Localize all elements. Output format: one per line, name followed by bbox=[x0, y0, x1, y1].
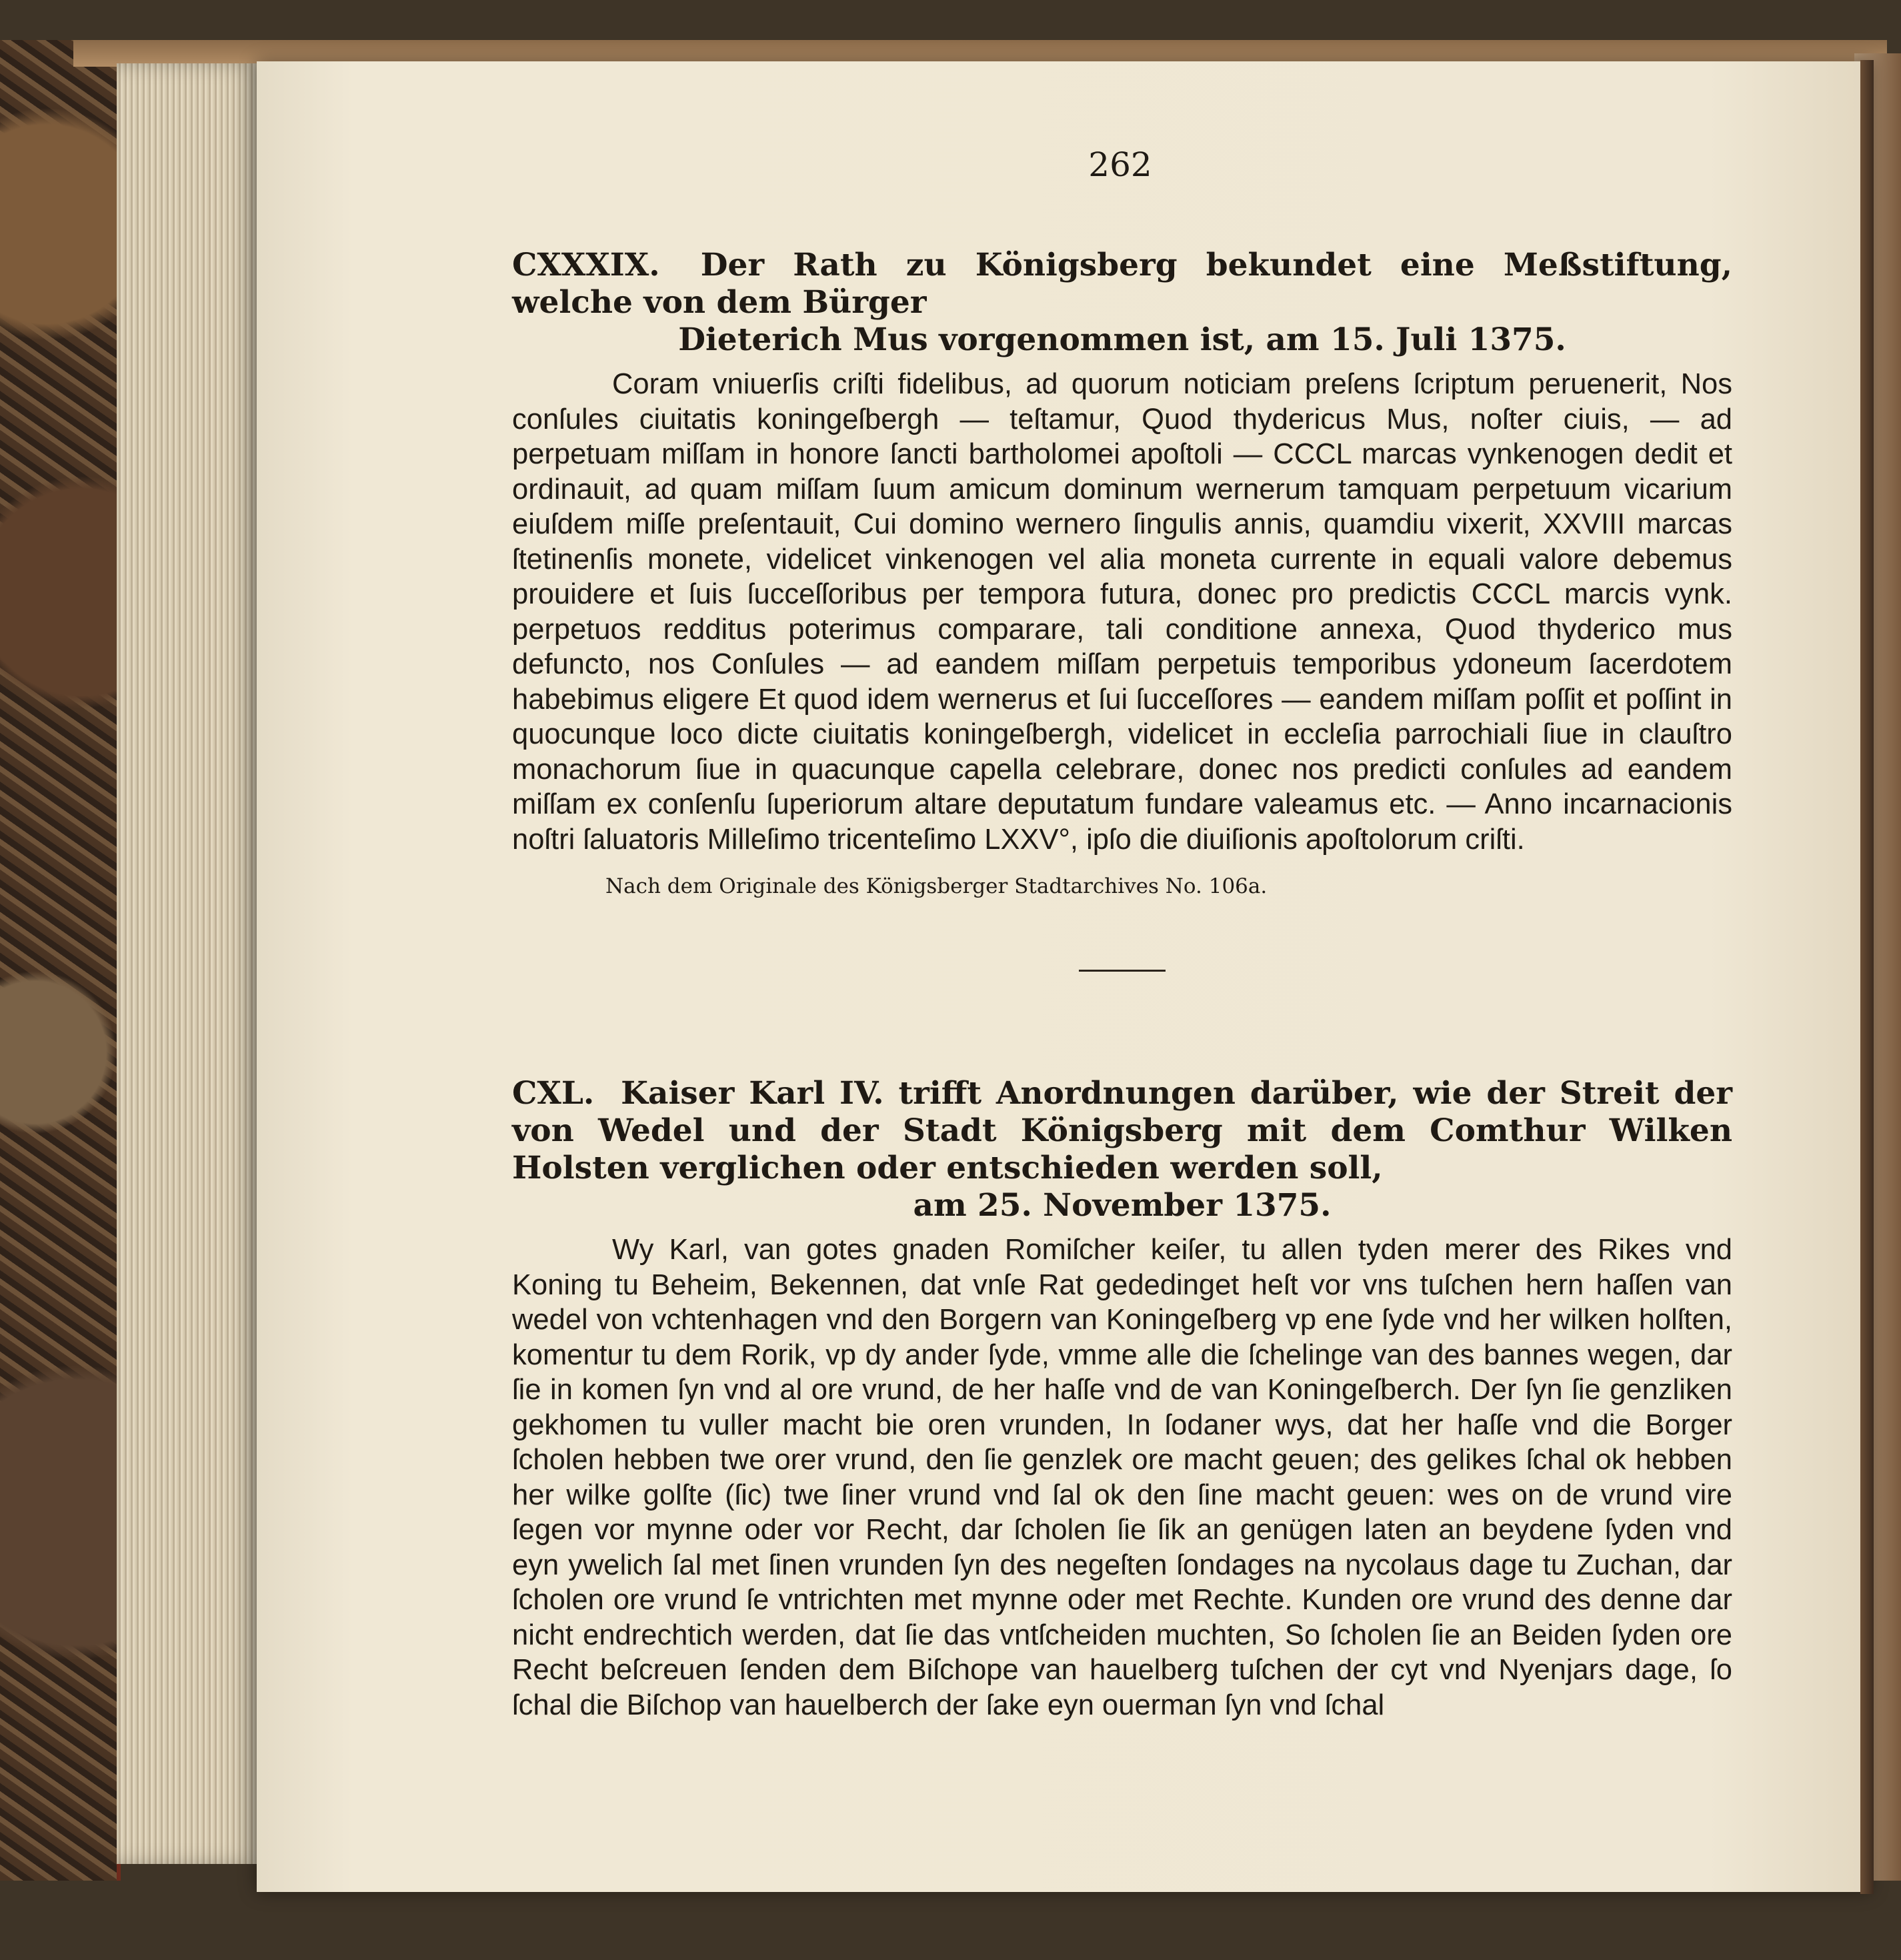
section-title-date: am 25. November 1375. bbox=[913, 1187, 1332, 1224]
section-text: Wy Karl, van gotes gnaden Romiſcher keiſer, tu allen tyden merer des Rikes vnd Koning tu Beheim, Bekennen, dat vnſe Rat gededinget heſt vor vns tuſchen hern haſſen van wedel von vchtenhagen vnd den Borgern van Koningeſberg vp ene ſyde vnd her wilken holſten, komentur tu dem Rorik, vp dy ander ſyde, vmme alle die ſchelinge van des bannes wegen, dar ſie in komen ſyn vnd al ore vrund, de her haſſe vnd de van Koningeſberch. Der ſyn ſie genzliken gekhomen tu vuller macht bie oren vrunden, In ſodaner wys, dat her haſſe vnd die Borger ſcholen hebben twe orer vrund, den ſie genzlek ore macht geuen; des gelikes ſchal ok hebben her wilke golſte (ſic) twe ſiner vrund vnd ſal ok den ſine macht geuen: wes on de vrund vire ſegen vor mynne oder vor Recht, dar ſcholen ſie ſik an genügen laten an beydene ſyden vnd eyn ywelich ſal met ſinen vrunden ſyn des negeſten ſondages na nycolaus dage tu Zuchan, dar ſcholen ore vrund ſe vntrichten met mynne oder met Rechte. Kunden ore vrund des denne dar nicht endrechtich werden, dat ſie das vntſcheiden muchten, So ſcholen ſie an Beiden ſyden ore Recht beſcreuen ſenden dem Biſchope van hauelberg tuſchen der cyt vnd Nyenjars dage, ſo ſchal die Biſchop van hauelberch der ſake eyn ouerman ſyn vnd ſchal bbox=[512, 1234, 1732, 1721]
section-number: CXL. bbox=[512, 1075, 595, 1112]
page-number: 262 bbox=[1088, 145, 1152, 184]
section-title: Kaiser Karl IV. trifft Anordnungen darüber, wie der Streit der von Wedel und der Stadt Königsberg mit dem Comthur Wilken Holsten verglichen oder entschieden werden soll, bbox=[512, 1075, 1732, 1186]
book-cover-left bbox=[0, 40, 121, 1881]
source-note: Nach dem Originale des Königsberger Stadtarchives No. 106a. bbox=[605, 874, 1268, 898]
section-title-date: Dieterich Mus vorgenommen ist, am 15. Juli 1375. bbox=[678, 321, 1566, 358]
document-body bbox=[512, 247, 1732, 1723]
page-edges bbox=[117, 63, 260, 1864]
section-title: Der Rath zu Königsberg bekundet eine Meßstiftung, welche von dem Bürger bbox=[512, 247, 1732, 321]
section-number: CXXXIX. bbox=[512, 247, 660, 283]
section-divider bbox=[1079, 970, 1166, 972]
section-text: Coram vniuerſis criſti fidelibus, ad quorum noticiam preſens ſcriptum peruenerit, Nos conſules ciuitatis koningeſbergh — teſtamur, Quod thydericus Mus, noſter ciuis, — ad perpetuam miſſam in honore ſancti bartholomei apoſtoli — CCCL marcas vynkenogen dedit et ordinauit, ad quam miſſam ſuum amicum dominum wernerum tamquam perpetuum vicarium eiuſdem miſſe preſentauit, Cui domino wernero ſingulis annis, quamdiu vixerit, XXVIII marcas ſtetinenſis monete, videlicet vinkenogen vel alia moneta currente in equali valore debemus prouidere et ſuis ſucceſſoribus per tempora futura, donec pro predictis CCCL marcis vynk. perpetuos redditus poterimus comparare, tali conditione annexa, Quod thyderico mus defuncto, nos Conſules — ad eandem miſſam perpetuis temporibus ydoneum ſacerdotem habebimus eligere Et quod idem wernerus et ſui ſucceſſores — eandem miſſam poſſit et poſſint in quocunque loco dicte ciuitatis koningeſbergh, videlicet in eccleſia parrochiali ſiue in clauſtro monachorum ſiue in quacunque capella celebrare, donec nos predicti conſules ad eandem miſſam ex conſenſu ſuperiorum altare deputatum fundare valeamus etc. — Anno incarnacionis noſtri ſaluatoris Milleſimo tricenteſimo LXXV°, ipſo die diuiſionis apoſtolorum criſti. bbox=[512, 368, 1732, 856]
section-heading bbox=[512, 1075, 1732, 1224]
section-heading bbox=[512, 247, 1732, 359]
gutter-edge bbox=[1860, 60, 1874, 1894]
